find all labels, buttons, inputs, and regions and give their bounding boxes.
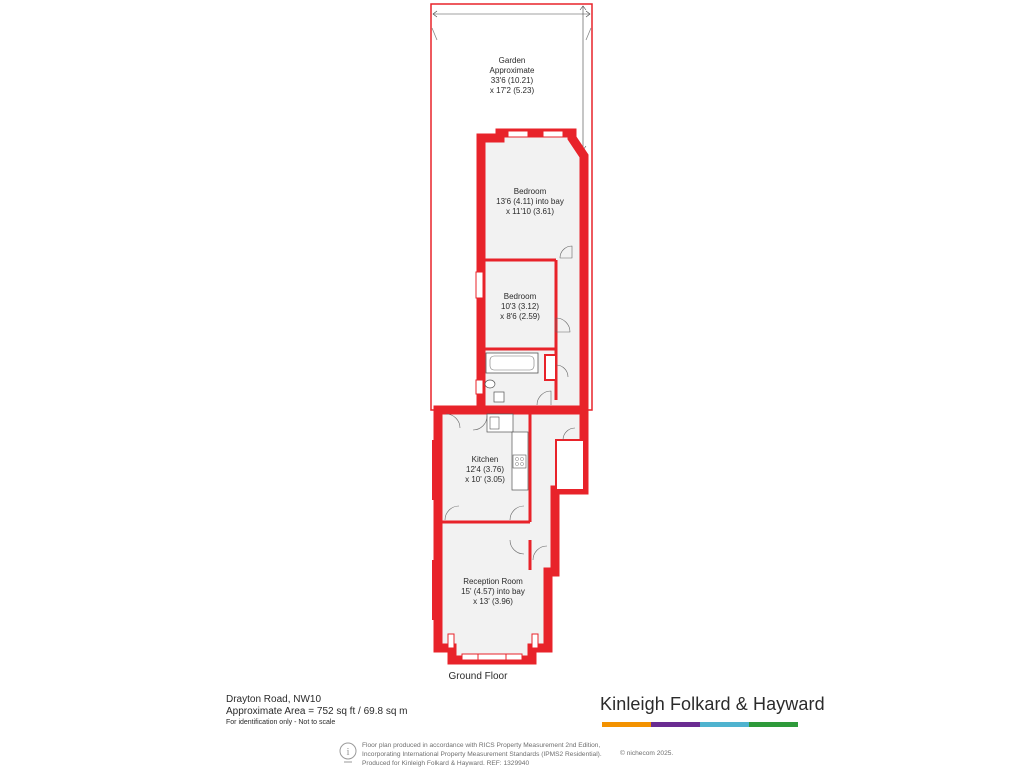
brand-bar-blue — [700, 722, 749, 727]
floor-label: Ground Floor — [448, 671, 508, 682]
kitchen-name: Kitchen — [471, 455, 499, 464]
measurement-info-icon — [338, 741, 358, 765]
garden-name: Garden — [498, 56, 526, 65]
svg-text:i: i — [346, 746, 350, 758]
kitchen-dim2: x 10' (3.05) — [465, 475, 505, 484]
brand-logo-text: Kinleigh Folkard & Hayward — [600, 694, 825, 714]
disclaimer-line1: Floor plan produced in accordance with RICS Property Measurement 2nd Edition, — [362, 742, 601, 749]
bedroom2-dim2: x 8'6 (2.59) — [500, 312, 540, 321]
brand-color-bar — [602, 722, 798, 727]
approximate-area: Approximate Area = 752 sq ft / 69.8 sq m — [226, 706, 408, 717]
front-rooms — [432, 410, 584, 660]
property-address: Drayton Road, NW10 — [226, 694, 322, 705]
garden-dim1: 33'6 (10.21) — [490, 76, 534, 85]
brand-bar-purple — [651, 722, 700, 727]
garden-dim2: x 17'2 (5.23) — [489, 86, 535, 95]
bedroom1-name: Bedroom — [513, 187, 547, 196]
reception-dim1: 15' (4.57) into bay — [461, 587, 525, 596]
reception-dim2: x 13' (3.96) — [473, 597, 513, 606]
copyright: © nichecom 2025. — [620, 750, 674, 757]
garden-approx: Approximate — [489, 66, 535, 75]
identification-note: For identification only - Not to scale — [226, 719, 336, 726]
rear-rooms — [476, 131, 584, 410]
bedroom1-dim2: x 11'10 (3.61) — [505, 207, 555, 216]
disclaimer-line3: Produced for Kinleigh Folkard & Hayward. REF: 1329940 — [362, 760, 530, 767]
bedroom2-name: Bedroom — [503, 292, 537, 301]
brand-bar-orange — [602, 722, 651, 727]
disclaimer-line2: Incorporating International Property Measurement Standards (IPMS2 Residential). — [362, 751, 602, 758]
kitchen-dim1: 12'4 (3.76) — [466, 465, 504, 474]
reception-name: Reception Room — [463, 577, 523, 586]
brand-bar-green — [749, 722, 798, 727]
bedroom1-dim1: 13'6 (4.11) into bay — [496, 197, 564, 206]
bedroom2-dim1: 10'3 (3.12) — [501, 302, 539, 311]
